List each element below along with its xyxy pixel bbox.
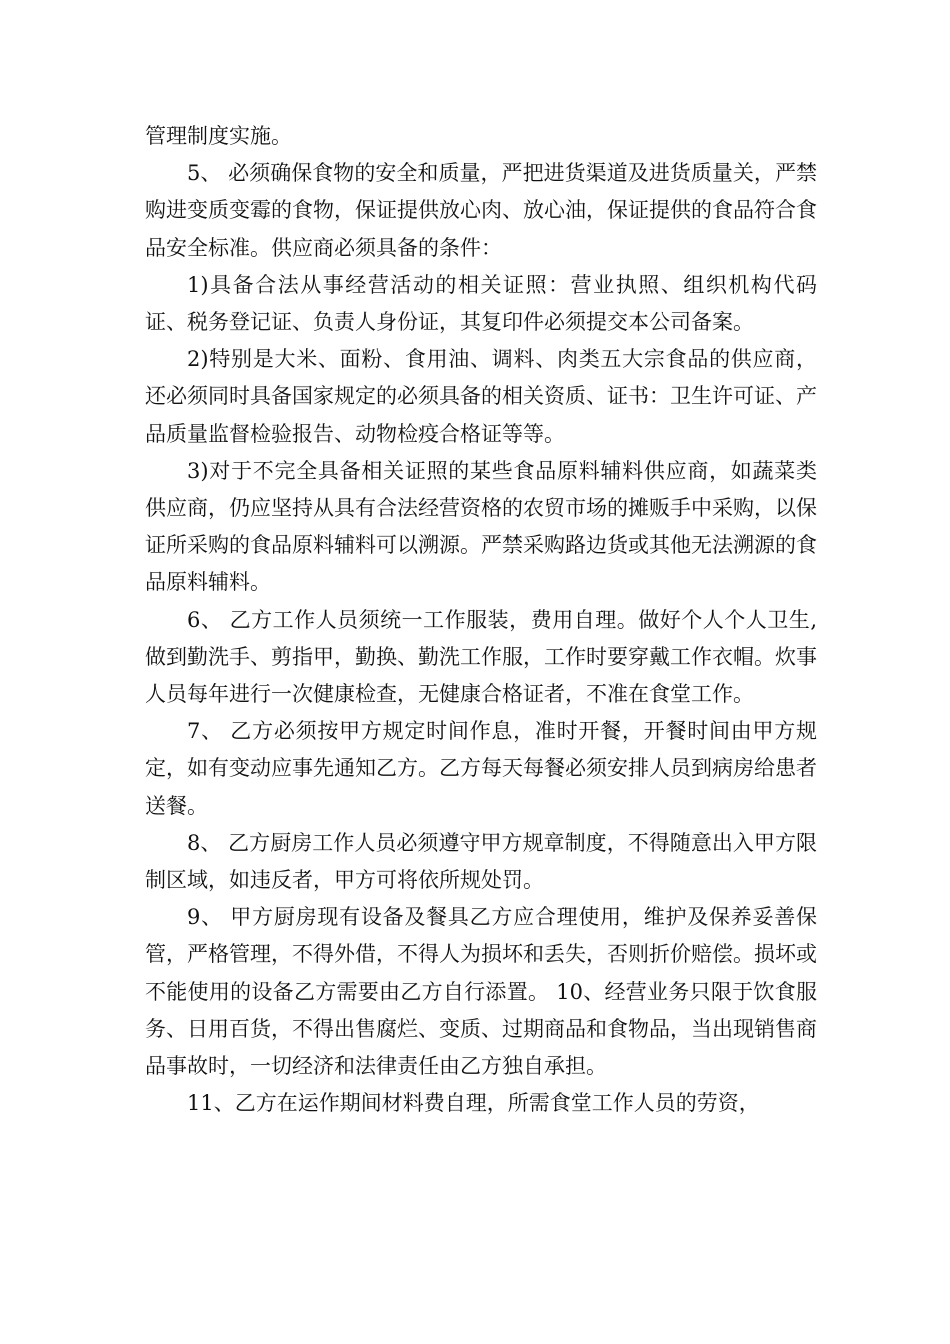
paragraph-clause-11: 11、乙方在运作期间材料费自理，所需食堂工作人员的劳资， xyxy=(187,1091,760,1116)
paragraph-clause-6: 6、 乙方工作人员须统一工作服装，费用自理。做好个人个人卫生,做到勤洗手、剪指甲，勤换、勤洗工作服，工作时要穿戴工作衣帽。炊事人员每年进行一次健康检查，无健康合格证者，不准在食堂工作。 xyxy=(145,607,817,707)
paragraph-continuation: 管理制度实施。 xyxy=(145,124,292,148)
paragraph-clause-5: 5、 必须确保食物的安全和质量，严把进货渠道及进货质量关，严禁购进变质变霉的食物，保证提供放心肉、放心油，保证提供的食品符合食品安全标准。供应商必须具备的条件： xyxy=(145,161,817,260)
paragraph-clause-5-item-3: 3)对于不完全具备相关证照的某些食品原料辅料供应商，如蔬菜类供应商，仍应坚持从具有合法经营资格的农贸市场的摊贩手中采购，以保证所采购的食品原料辅料可以溯源。严禁采购路边货或其他无法溯源的食品原料辅料。 xyxy=(145,458,817,595)
document-body xyxy=(145,118,817,1122)
paragraph-clause-5-item-2: 2)特别是大米、面粉、食用油、调料、肉类五大宗食品的供应商，还必须同时具备国家规定的必须具备的相关资质、证书：卫生许可证、产品质量监督检验报告、动物检疫合格证等等。 xyxy=(145,347,817,446)
paragraph-clause-7: 7、 乙方必须按甲方规定时间作息，准时开餐，开餐时间由甲方规定，如有变动应事先通知乙方。乙方每天每餐必须安排人员到病房给患者送餐。 xyxy=(145,719,817,818)
paragraph-clause-8: 8、 乙方厨房工作人员必须遵守甲方规章制度，不得随意出入甲方限制区域，如违反者，甲方可将依所规处罚。 xyxy=(145,830,817,893)
paragraph-clause-5-item-1: 1)具备合法从事经营活动的相关证照：营业执照、组织机构代码证、税务登记证、负责人身份证，其复印件必须提交本公司备案。 xyxy=(145,272,817,335)
paragraph-clause-9-10: 9、 甲方厨房现有设备及餐具乙方应合理使用，维护及保养妥善保管，严格管理，不得外借，不得人为损坏和丢失，否则折价赔偿。损坏或不能使用的设备乙方需要由乙方自行添置。 10、经营业务只限于饮食服务、日用百货，不得出售腐烂、变质、过期商品和食物品，当出现销售商品事故时，一切经济和法律责任由乙方独自承担。 xyxy=(145,905,817,1079)
